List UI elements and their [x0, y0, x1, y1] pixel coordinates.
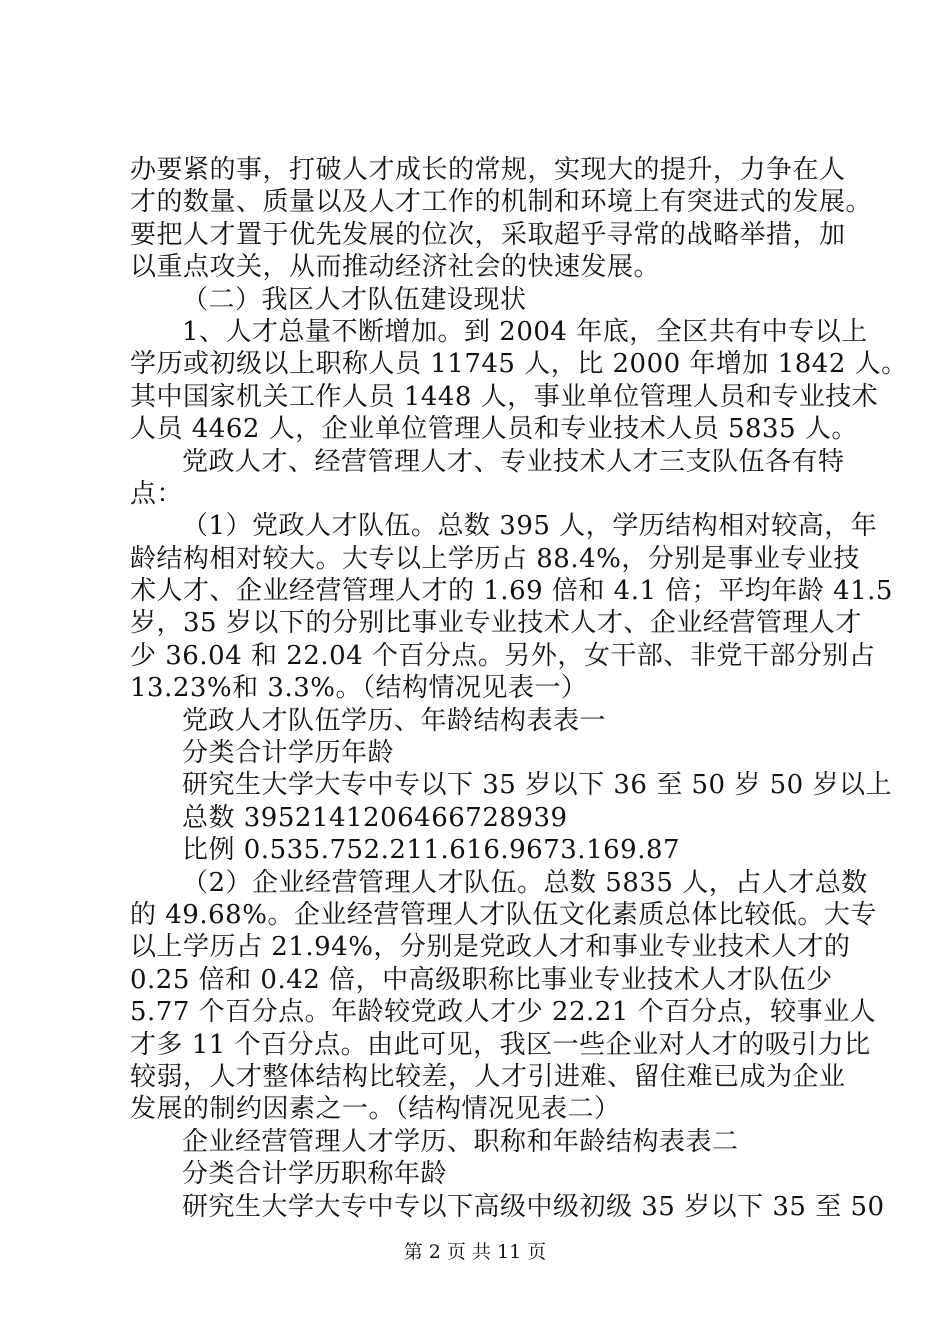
table-subheader-row: 研究生大学大专中专以下高级中级初级 35 岁以下 35 至 50 — [182, 1191, 885, 1222]
table-header-row: 分类合计学历职称年龄 — [182, 1159, 448, 1190]
text-line: 才的数量、质量以及人才工作的机制和环境上有突进式的发展。 — [130, 187, 873, 218]
text-line: 龄结构相对较大。大专以上学历占 88.4%，分别是事业专业技 — [130, 543, 860, 574]
text-line: 以上学历占 21.94%，分别是党政人才和事业专业技术人才的 — [130, 932, 851, 963]
page-footer: 第 2 页 共 11 页 — [403, 1241, 547, 1263]
text-line: 人员 4462 人，企业单位管理人员和专业技术人员 5835 人。 — [130, 414, 858, 445]
text-line: （1）党政人才队伍。总数 395 人，学历结构相对较高，年 — [182, 511, 878, 542]
text-line: 以重点攻关，从而推动经济社会的快速发展。 — [130, 252, 661, 283]
text-line: 点： — [130, 478, 184, 509]
text-line: 少 36.04 和 22.04 个百分点。另外，女干部、非党干部分别占 — [130, 640, 876, 671]
table-row-total: 总数 3952141206466728939 — [182, 802, 568, 833]
text-line: 发展的制约因素之一。（结构情况见表二） — [130, 1094, 621, 1125]
table-title: 党政人才队伍学历、年龄结构表表一 — [182, 705, 607, 736]
table-title: 企业经营管理人才学历、职称和年龄结构表表二 — [182, 1126, 739, 1157]
document-body — [130, 154, 908, 1223]
table-header-row: 分类合计学历年龄 — [182, 738, 395, 769]
table-row-ratio: 比例 0.535.752.211.616.9673.169.87 — [182, 835, 681, 866]
text-line: 5.77 个百分点。年龄较党政人才少 22.21 个百分点，较事业人 — [130, 997, 877, 1028]
text-line: （2）企业经营管理人才队伍。总数 5835 人，占人才总数 — [182, 867, 868, 898]
text-line: 较弱，人才整体结构比较差，人才引进难、留住难已成为企业 — [130, 1061, 846, 1092]
table-subheader-row: 研究生大学大专中专以下 35 岁以下 36 至 50 岁 50 岁以上 — [182, 770, 892, 801]
text-line: 0.25 倍和 0.42 倍，中高级职称比事业专业技术人才队伍少 — [130, 964, 833, 995]
text-line: 学历或初级以上职称人员 11745 人，比 2000 年增加 1842 人。 — [130, 349, 908, 380]
text-line: 其中国家机关工作人员 1448 人，事业单位管理人员和专业技术 — [130, 381, 879, 412]
section-heading: （二）我区人才队伍建设现状 — [182, 284, 527, 315]
text-line: 才多 11 个百分点。由此可见，我区一些企业对人才的吸引力比 — [130, 1029, 871, 1060]
text-line: 岁，35 岁以下的分别比事业专业技术人才、企业经营管理人才 — [130, 608, 862, 639]
text-line: 1、人才总量不断增加。到 2004 年底，全区共有中专以上 — [182, 316, 868, 347]
text-line: 13.23%和 3.3%。（结构情况见表一） — [130, 673, 588, 704]
text-line: 党政人才、经营管理人才、专业技术人才三支队伍各有特 — [182, 446, 845, 477]
text-line: 的 49.68%。企业经营管理人才队伍文化素质总体比较低。大专 — [130, 899, 877, 930]
text-line: 要把人才置于优先发展的位次，采取超乎寻常的战略举措，加 — [130, 219, 846, 250]
text-line: 办要紧的事，打破人才成长的常规，实现大的提升，力争在人 — [130, 155, 846, 185]
text-line: 术人才、企业经营管理人才的 1.69 倍和 4.1 倍；平均年龄 41.5 — [130, 576, 893, 607]
